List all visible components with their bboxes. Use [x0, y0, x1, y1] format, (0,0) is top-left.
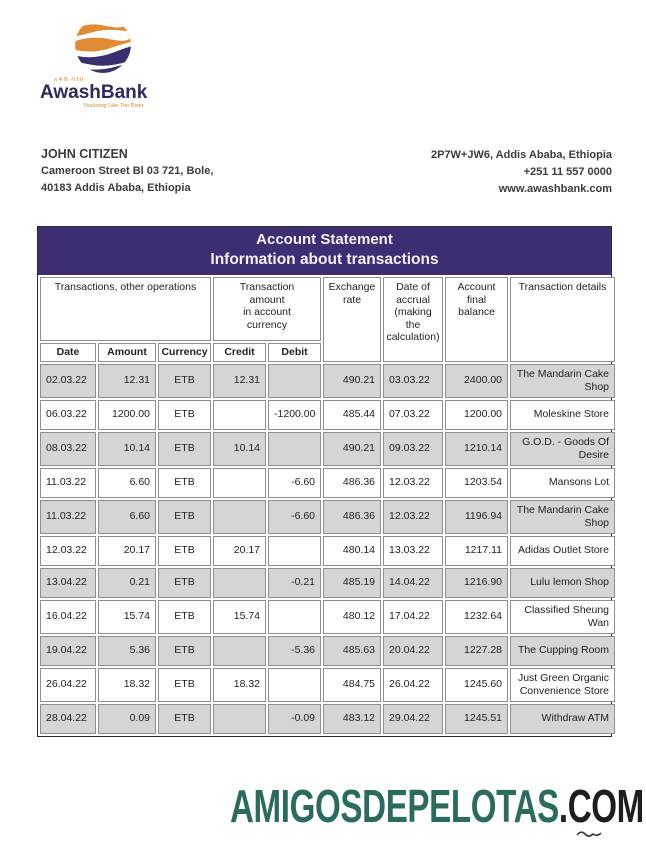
- cell-credit: [213, 400, 266, 430]
- transactions-table: [38, 275, 617, 736]
- header-transaction-details: Transaction details: [510, 277, 615, 362]
- header-line: final: [466, 293, 487, 306]
- cell-exchange-rate: 480.14: [323, 536, 381, 566]
- cell-exchange-rate: 480.12: [323, 600, 381, 634]
- cell-accrual-date: 14.04.22: [383, 568, 443, 598]
- cell-exchange-rate: 483.12: [323, 704, 381, 734]
- cell-debit: -0.21: [268, 568, 321, 598]
- header-line: in account: [243, 306, 291, 318]
- cell-amount: 5.36: [98, 636, 156, 666]
- cell-transaction-details: Mansons Lot: [510, 468, 615, 498]
- transaction-row: [40, 432, 615, 466]
- cell-amount: 6.60: [98, 468, 156, 498]
- watermark-tld: .COM: [558, 780, 644, 832]
- transaction-row: [40, 364, 615, 398]
- cell-date: 12.03.22: [40, 536, 96, 566]
- cell-credit: [213, 636, 266, 666]
- account-statement: [37, 226, 612, 737]
- cell-transaction-details: Just Green Organic Convenience Store: [510, 668, 615, 702]
- bank-contact-block: [431, 147, 612, 198]
- cell-currency: ETB: [158, 704, 211, 734]
- logo-tagline: Nurturing Like The River: [84, 103, 144, 109]
- cell-exchange-rate: 490.21: [323, 364, 381, 398]
- header-transaction-amount-group: [213, 277, 321, 341]
- cell-accrual-date: 26.04.22: [383, 668, 443, 702]
- header-exchange-rate: [323, 277, 381, 362]
- awash-bank-logo: [40, 16, 190, 110]
- cell-currency: ETB: [158, 400, 211, 430]
- cell-credit: 12.31: [213, 364, 266, 398]
- cell-transaction-details: Classified Sheung Wan: [510, 600, 615, 634]
- transaction-row: [40, 704, 615, 734]
- cell-transaction-details: Lulu lemon Shop: [510, 568, 615, 598]
- customer-address-line2: 40183 Addis Ababa, Ethiopia: [41, 182, 191, 194]
- logo-brand-text: AwashBank: [40, 82, 148, 103]
- statement-title-bar: [38, 227, 611, 275]
- cell-currency: ETB: [158, 568, 211, 598]
- cell-accrual-date: 03.03.22: [383, 364, 443, 398]
- cell-date: 26.04.22: [40, 668, 96, 702]
- cell-currency: ETB: [158, 600, 211, 634]
- cell-debit: [268, 432, 321, 466]
- cell-currency: ETB: [158, 500, 211, 534]
- transaction-row: [40, 400, 615, 430]
- cell-accrual-date: 12.03.22: [383, 468, 443, 498]
- cell-amount: 0.21: [98, 568, 156, 598]
- cell-final-balance: 1232.64: [445, 600, 508, 634]
- bank-website: www.awashbank.com: [498, 183, 612, 195]
- cell-final-balance: 1245.51: [445, 704, 508, 734]
- cell-date: 16.04.22: [40, 600, 96, 634]
- cell-final-balance: 1245.60: [445, 668, 508, 702]
- cell-debit: [268, 364, 321, 398]
- cell-credit: [213, 704, 266, 734]
- cell-debit: -6.60: [268, 500, 321, 534]
- cell-exchange-rate: 490.21: [323, 432, 381, 466]
- cell-accrual-date: 12.03.22: [383, 500, 443, 534]
- cell-amount: 0.09: [98, 704, 156, 734]
- header-line: rate: [342, 293, 362, 306]
- cell-accrual-date: 17.04.22: [383, 600, 443, 634]
- cell-transaction-details: Withdraw ATM: [510, 704, 615, 734]
- header-account-final-balance: [445, 277, 508, 362]
- cell-exchange-rate: 485.63: [323, 636, 381, 666]
- cell-amount: 18.32: [98, 668, 156, 702]
- customer-name: JOHN CITIZEN: [41, 147, 128, 161]
- cell-amount: 10.14: [98, 432, 156, 466]
- watermark: [230, 779, 644, 833]
- cell-date: 11.03.22: [40, 468, 96, 498]
- watermark-name: AMIGOSDEPELOTAS: [230, 780, 559, 832]
- cell-exchange-rate: 486.36: [323, 468, 381, 498]
- cell-credit: 18.32: [213, 668, 266, 702]
- cell-currency: ETB: [158, 364, 211, 398]
- cell-amount: 20.17: [98, 536, 156, 566]
- cell-accrual-date: 07.03.22: [383, 400, 443, 430]
- subheader-debit: Debit: [268, 343, 321, 362]
- cell-transaction-details: The Mandarin Cake Shop: [510, 364, 615, 398]
- cell-credit: 15.74: [213, 600, 266, 634]
- logo-amharic-text: አዋሽ ባንክ: [54, 77, 85, 83]
- cell-final-balance: 1217.11: [445, 536, 508, 566]
- cell-exchange-rate: 485.19: [323, 568, 381, 598]
- statement-title: Account Statement: [256, 231, 393, 248]
- cell-transaction-details: The Mandarin Cake Shop: [510, 500, 615, 534]
- customer-address-block: [41, 146, 213, 197]
- transaction-row: [40, 536, 615, 566]
- header-line: Transaction: [239, 281, 295, 293]
- header-line: Exchange: [328, 281, 376, 293]
- transactions-body: [40, 364, 615, 734]
- cell-amount: 6.60: [98, 500, 156, 534]
- cell-transaction-details: G.O.D. - Goods Of Desire: [510, 432, 615, 466]
- cell-final-balance: 1203.54: [445, 468, 508, 498]
- header-line: (making: [394, 306, 432, 318]
- cell-transaction-details: Moleskine Store: [510, 400, 615, 430]
- transaction-row: [40, 500, 615, 534]
- cell-currency: ETB: [158, 432, 211, 466]
- awash-bank-globe-icon: [74, 16, 132, 74]
- cell-currency: ETB: [158, 668, 211, 702]
- cell-currency: ETB: [158, 636, 211, 666]
- subheader-credit: Credit: [213, 343, 266, 362]
- cell-debit: [268, 600, 321, 634]
- cell-credit: [213, 568, 266, 598]
- cell-final-balance: 1216.90: [445, 568, 508, 598]
- cell-credit: [213, 500, 266, 534]
- cell-debit: -5.36: [268, 636, 321, 666]
- cell-exchange-rate: 484.75: [323, 668, 381, 702]
- cell-final-balance: 1196.94: [445, 500, 508, 534]
- watermark-scribble-mark: [576, 829, 602, 839]
- cell-debit: [268, 536, 321, 566]
- cell-transaction-details: The Cupping Room: [510, 636, 615, 666]
- cell-accrual-date: 13.03.22: [383, 536, 443, 566]
- cell-accrual-date: 09.03.22: [383, 432, 443, 466]
- cell-credit: [213, 468, 266, 498]
- header-line: accrual: [396, 293, 430, 306]
- cell-transaction-details: Adidas Outlet Store: [510, 536, 615, 566]
- header-line: currency: [246, 318, 288, 331]
- bank-phone: +251 11 557 0000: [523, 166, 612, 178]
- cell-amount: 15.74: [98, 600, 156, 634]
- header-line: the: [405, 318, 421, 331]
- cell-amount: 12.31: [98, 364, 156, 398]
- header-line: Account: [457, 281, 496, 293]
- cell-date: 02.03.22: [40, 364, 96, 398]
- header-transactions-group: Transactions, other operations: [40, 277, 211, 341]
- cell-debit: -0.09: [268, 704, 321, 734]
- cell-accrual-date: 20.04.22: [383, 636, 443, 666]
- transaction-row: [40, 468, 615, 498]
- bank-address: 2P7W+JW6, Addis Ababa, Ethiopia: [430, 149, 612, 161]
- cell-exchange-rate: 486.36: [323, 500, 381, 534]
- subheader-amount: Amount: [98, 343, 156, 362]
- cell-debit: -6.60: [268, 468, 321, 498]
- header-line: Date of: [396, 281, 430, 293]
- header-date-of-accrual: [383, 277, 443, 362]
- cell-final-balance: 2400.00: [445, 364, 508, 398]
- cell-credit: 20.17: [213, 536, 266, 566]
- cell-debit: [268, 668, 321, 702]
- header-line: calculation): [386, 331, 440, 343]
- transaction-row: [40, 668, 615, 702]
- transaction-row: [40, 600, 615, 634]
- cell-exchange-rate: 485.44: [323, 400, 381, 430]
- cell-final-balance: 1227.28: [445, 636, 508, 666]
- cell-amount: 1200.00: [98, 400, 156, 430]
- cell-final-balance: 1200.00: [445, 400, 508, 430]
- cell-date: 13.04.22: [40, 568, 96, 598]
- cell-date: 06.03.22: [40, 400, 96, 430]
- cell-currency: ETB: [158, 536, 211, 566]
- cell-debit: -1200.00: [268, 400, 321, 430]
- subheader-date: Date: [40, 343, 96, 362]
- header-line: balance: [458, 306, 495, 318]
- cell-credit: 10.14: [213, 432, 266, 466]
- header-line: amount: [249, 293, 285, 306]
- statement-subtitle: Information about transactions: [210, 251, 439, 268]
- cell-currency: ETB: [158, 468, 211, 498]
- cell-date: 11.03.22: [40, 500, 96, 534]
- subheader-currency: Currency: [158, 343, 211, 362]
- customer-address-line1: Cameroon Street Bl 03 721, Bole,: [41, 165, 214, 177]
- cell-date: 28.04.22: [40, 704, 96, 734]
- transaction-row: [40, 636, 615, 666]
- cell-final-balance: 1210.14: [445, 432, 508, 466]
- cell-accrual-date: 29.04.22: [383, 704, 443, 734]
- transaction-row: [40, 568, 615, 598]
- cell-date: 08.03.22: [40, 432, 96, 466]
- cell-date: 19.04.22: [40, 636, 96, 666]
